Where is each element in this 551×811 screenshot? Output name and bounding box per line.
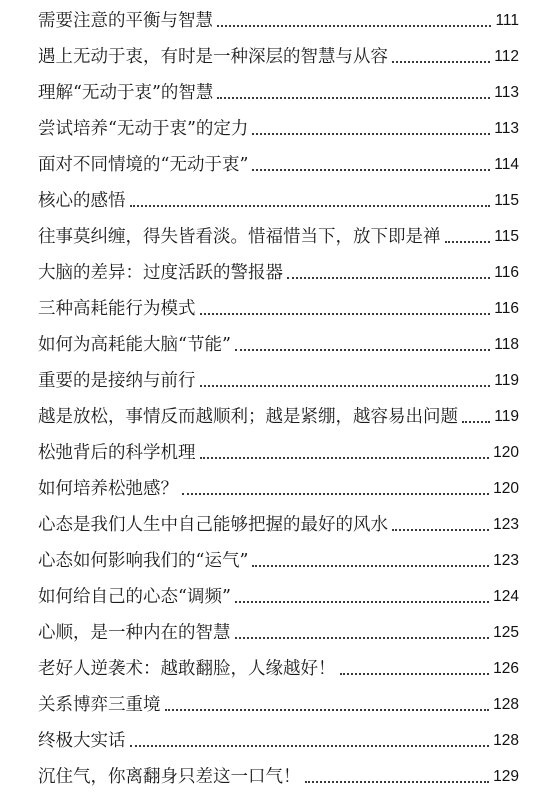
toc-entry-page: 114: [494, 156, 519, 173]
toc-entry-title: 往事莫纠缠，得失皆看淡。惜福惜当下，放下即是禅: [38, 227, 441, 247]
toc-entry-page: 123: [493, 552, 519, 569]
dot-leader: [252, 168, 490, 171]
toc-entry[interactable]: [38, 184, 519, 212]
toc-entry-title: 越是放松，事情反而越顺利；越是紧绷，越容易出问题: [38, 407, 458, 427]
toc-entry[interactable]: [38, 760, 519, 788]
toc-entry-page: 125: [493, 624, 519, 641]
toc-entry-title: 如何给自己的心态“调频”: [38, 587, 231, 607]
dot-leader: [235, 348, 490, 351]
toc-entry-title: 尝试培养“无动于衷”的定力: [38, 119, 249, 139]
dot-leader: [200, 384, 491, 387]
toc-entry-title: 松弛背后的科学机理: [38, 443, 196, 463]
dot-leader: [130, 204, 491, 207]
toc-entry-page: 123: [493, 516, 519, 533]
dot-leader: [305, 780, 490, 783]
toc-entry[interactable]: [38, 544, 519, 572]
toc-entry[interactable]: [38, 364, 519, 392]
dot-leader: [235, 600, 489, 603]
dot-leader: [445, 240, 491, 243]
toc-entry[interactable]: [38, 616, 519, 644]
dot-leader: [462, 420, 490, 423]
toc-entry-title: 理解“无动于衷”的智慧: [38, 83, 214, 103]
dot-leader: [392, 60, 490, 63]
toc-entry-title: 心态如何影响我们的“运气”: [38, 551, 249, 571]
toc-entry-page: 128: [493, 696, 519, 713]
toc-entry-title: 需要注意的平衡与智慧: [38, 11, 213, 31]
toc-entry-page: 120: [493, 444, 519, 461]
toc-entry[interactable]: [38, 292, 519, 320]
toc-entry[interactable]: [38, 220, 519, 248]
toc-entry-title: 如何培养松弛感？: [38, 479, 178, 499]
toc-entry-page: 126: [493, 660, 519, 677]
dot-leader: [287, 276, 490, 279]
toc-entry-title: 终极大实话: [38, 731, 126, 751]
toc-entry-title: 重要的是接纳与前行: [38, 371, 196, 391]
toc-entry-title: 核心的感悟: [38, 191, 126, 211]
toc-entry-page: 112: [494, 48, 519, 65]
toc-entry-title: 关系博弈三重境: [38, 695, 161, 715]
toc-entry[interactable]: [38, 256, 519, 284]
toc-entry-title: 如何为高耗能大脑“节能”: [38, 335, 231, 355]
toc-entry-page: 129: [493, 768, 519, 785]
toc-entry[interactable]: [38, 724, 519, 752]
dot-leader: [252, 132, 490, 135]
toc-entry-title: 大脑的差异：过度活跃的警报器: [38, 263, 283, 283]
toc-entry-page: 124: [493, 588, 519, 605]
toc-entry[interactable]: [38, 76, 519, 104]
toc-entry-page: 118: [494, 336, 519, 353]
toc-entry[interactable]: [38, 148, 519, 176]
toc-entry-page: 115: [494, 228, 519, 245]
dot-leader: [130, 744, 490, 747]
dot-leader: [217, 96, 490, 99]
toc-entry[interactable]: [38, 328, 519, 356]
toc-entry-title: 老好人逆袭术：越敢翻脸，人缘越好！: [38, 659, 336, 679]
toc-entry-title: 面对不同情境的“无动于衷”: [38, 155, 249, 175]
dot-leader: [182, 492, 489, 495]
toc-entry-page: 119: [494, 372, 519, 389]
toc-entry-page: 115: [494, 192, 519, 209]
dot-leader: [340, 672, 490, 675]
dot-leader: [200, 312, 491, 315]
toc-entry-title: 心态是我们人生中自己能够把握的最好的风水: [38, 515, 388, 535]
toc-entry-page: 128: [493, 732, 519, 749]
dot-leader: [235, 636, 490, 639]
toc-entry-page: 116: [494, 300, 519, 317]
toc-entry[interactable]: [38, 508, 519, 536]
dot-leader: [252, 564, 489, 567]
dot-leader: [165, 708, 490, 711]
toc-entry-page: 116: [494, 264, 519, 281]
toc-entry[interactable]: [38, 688, 519, 716]
toc-entry-page: 113: [494, 84, 519, 101]
dot-leader: [200, 456, 490, 459]
dot-leader: [392, 528, 489, 531]
toc-entry[interactable]: [38, 40, 519, 68]
toc-entry-page: 113: [494, 120, 519, 137]
toc-entry-title: 沉住气，你离翻身只差这一口气！: [38, 767, 301, 787]
toc-entry[interactable]: [38, 652, 519, 680]
toc-entry-title: 心顺，是一种内在的智慧: [38, 623, 231, 643]
toc-entry[interactable]: [38, 436, 519, 464]
toc-entry[interactable]: [38, 4, 519, 32]
toc-entry[interactable]: [38, 112, 519, 140]
toc-entry-page: 120: [493, 480, 519, 497]
toc-entry-page: 119: [494, 408, 519, 425]
toc-entry-title: 三种高耗能行为模式: [38, 299, 196, 319]
toc-entry[interactable]: [38, 472, 519, 500]
toc-entry[interactable]: [38, 400, 519, 428]
toc-entry-title: 遇上无动于衷，有时是一种深层的智慧与从容: [38, 47, 388, 67]
toc-entry-page: 111: [495, 12, 519, 29]
toc-entry[interactable]: [38, 580, 519, 608]
dot-leader: [217, 24, 491, 27]
